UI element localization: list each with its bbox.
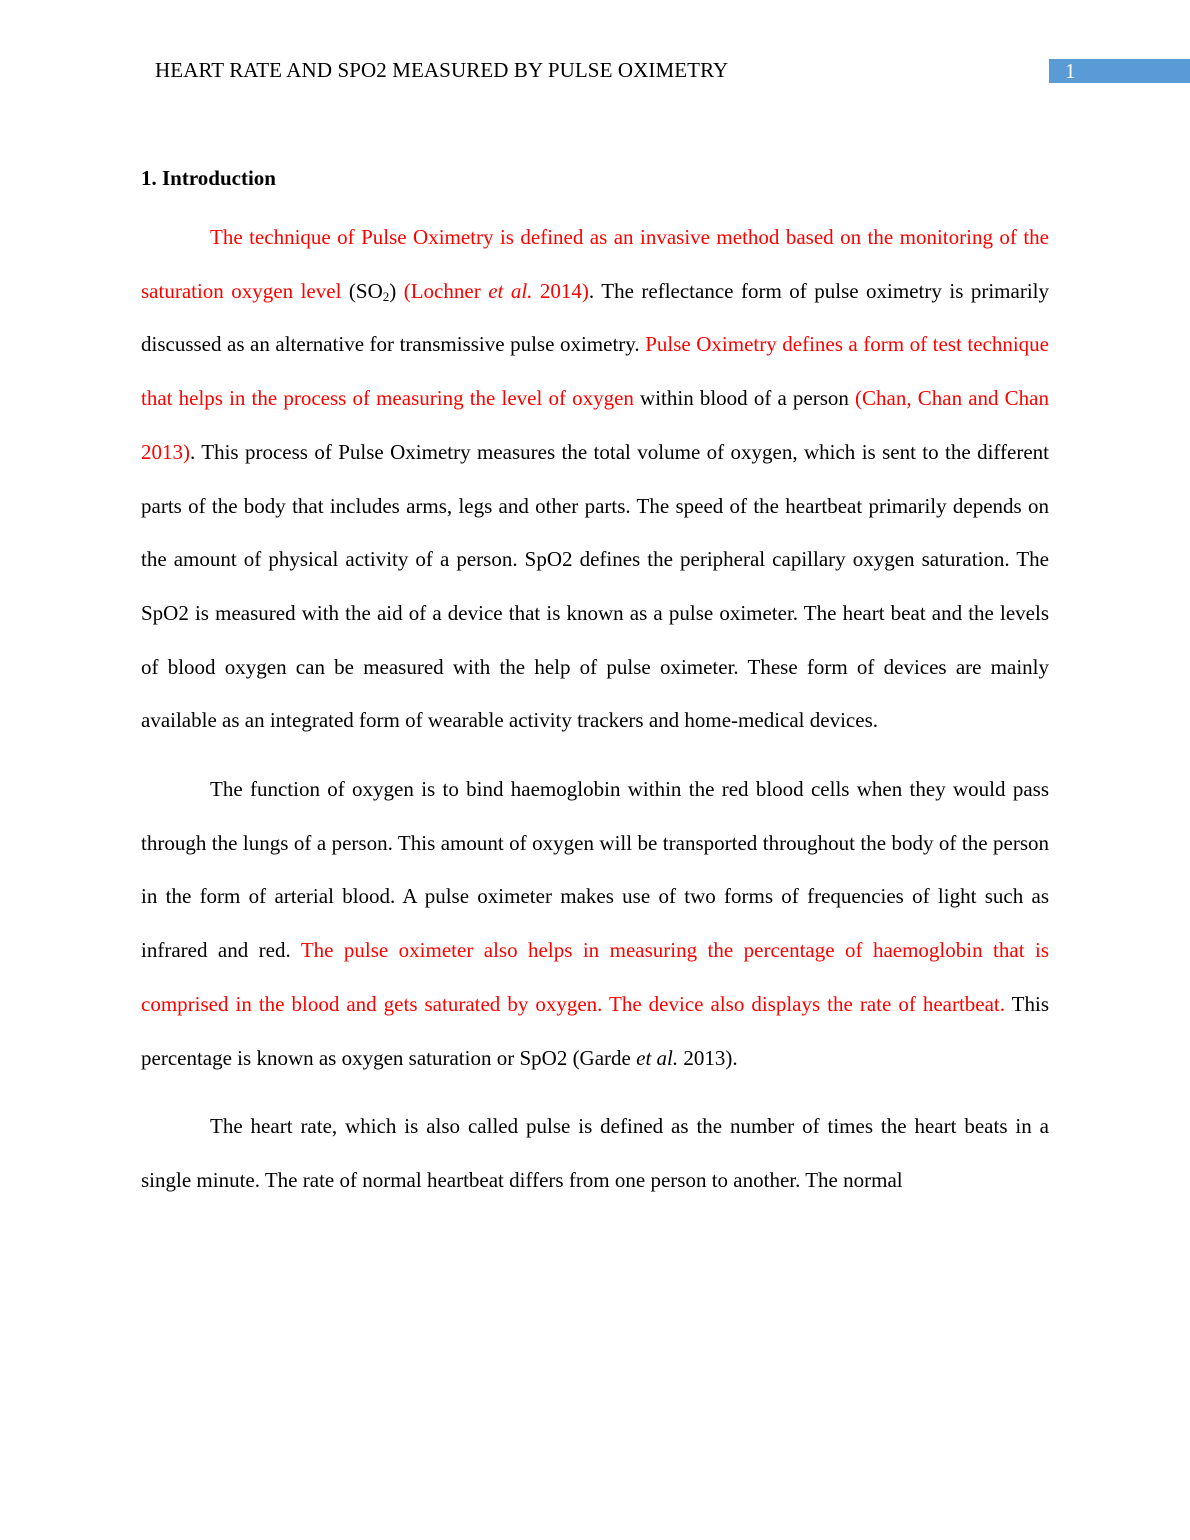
subscript-text: 2 bbox=[382, 288, 390, 304]
paragraph-3 bbox=[141, 1100, 1049, 1207]
highlighted-text: The technique of Pulse Oximetry is defined as an invasive method based on the monitoring of the saturation oxygen level bbox=[141, 225, 1049, 303]
page-number-box bbox=[1049, 59, 1190, 83]
document-body bbox=[141, 160, 1049, 1208]
citation-lochner bbox=[404, 279, 589, 303]
citation-etal: et al. bbox=[488, 278, 533, 303]
page-number: 1 bbox=[1065, 59, 1076, 83]
body-text: This percentage is known as oxygen saturation or SpO2 (Garde bbox=[141, 991, 1049, 1070]
body-text: . This process of Pulse Oximetry measures the total volume of oxygen, which is sent to the different parts of the body that includes arms, legs and other parts. The speed of the heartbeat primarily depends on the amount of physical activity of a person. SpO2 defines the peripheral capillary oxygen saturation. The SpO2 is measured with the aid of a device that is known as a pulse oximeter. The heart beat and the levels of blood oxygen can be measured with the help of pulse oximeter. These form of devices are mainly available as an integrated form of wearable activity trackers and home-medical devices. bbox=[141, 439, 1049, 733]
citation-etal: et al. bbox=[636, 1045, 679, 1070]
paragraph-1 bbox=[141, 211, 1049, 748]
highlighted-text: The pulse oximeter also helps in measuring the percentage of haemoglobin that is comprised in the blood and gets saturated by oxygen. The device also displays the rate of heartbeat. bbox=[141, 938, 1049, 1016]
body-text: ) bbox=[389, 278, 404, 303]
paragraph-2 bbox=[141, 763, 1049, 1085]
section-heading: 1. Introduction bbox=[141, 166, 276, 190]
citation-author: (Lochner bbox=[403, 278, 489, 303]
body-text: The heart rate, which is also called pulse is defined as the number of times the heart beats in a single minute. The rate of normal heartbeat differs from one person to another. The normal bbox=[141, 1114, 1049, 1192]
citation-chan: (Chan, Chan and Chan 2013) bbox=[141, 386, 1049, 464]
page-header bbox=[0, 56, 1190, 86]
body-text: . The reflectance form of pulse oximetry is primarily discussed as an alternative for transmissive pulse oximetry. bbox=[141, 278, 1049, 357]
running-head: HEART RATE AND SPO2 MEASURED BY PULSE OXIMETRY bbox=[155, 58, 729, 82]
highlighted-text: Pulse Oximetry defines a form of test technique that helps in the process of measuring the level of oxygen bbox=[141, 332, 1049, 411]
citation-year: 2014) bbox=[532, 278, 589, 303]
body-text: within blood of a person bbox=[633, 386, 856, 411]
body-text: (SO bbox=[341, 278, 383, 303]
body-text: The function of oxygen is to bind haemoglobin within the red blood cells when they would pass through the lungs of a person. This amount of oxygen will be transported throughout the body of the person in the form of arterial blood. A pulse oximeter makes use of two forms of frequencies of light such as infrared and red. bbox=[141, 777, 1049, 963]
body-text: 2013). bbox=[678, 1045, 738, 1070]
